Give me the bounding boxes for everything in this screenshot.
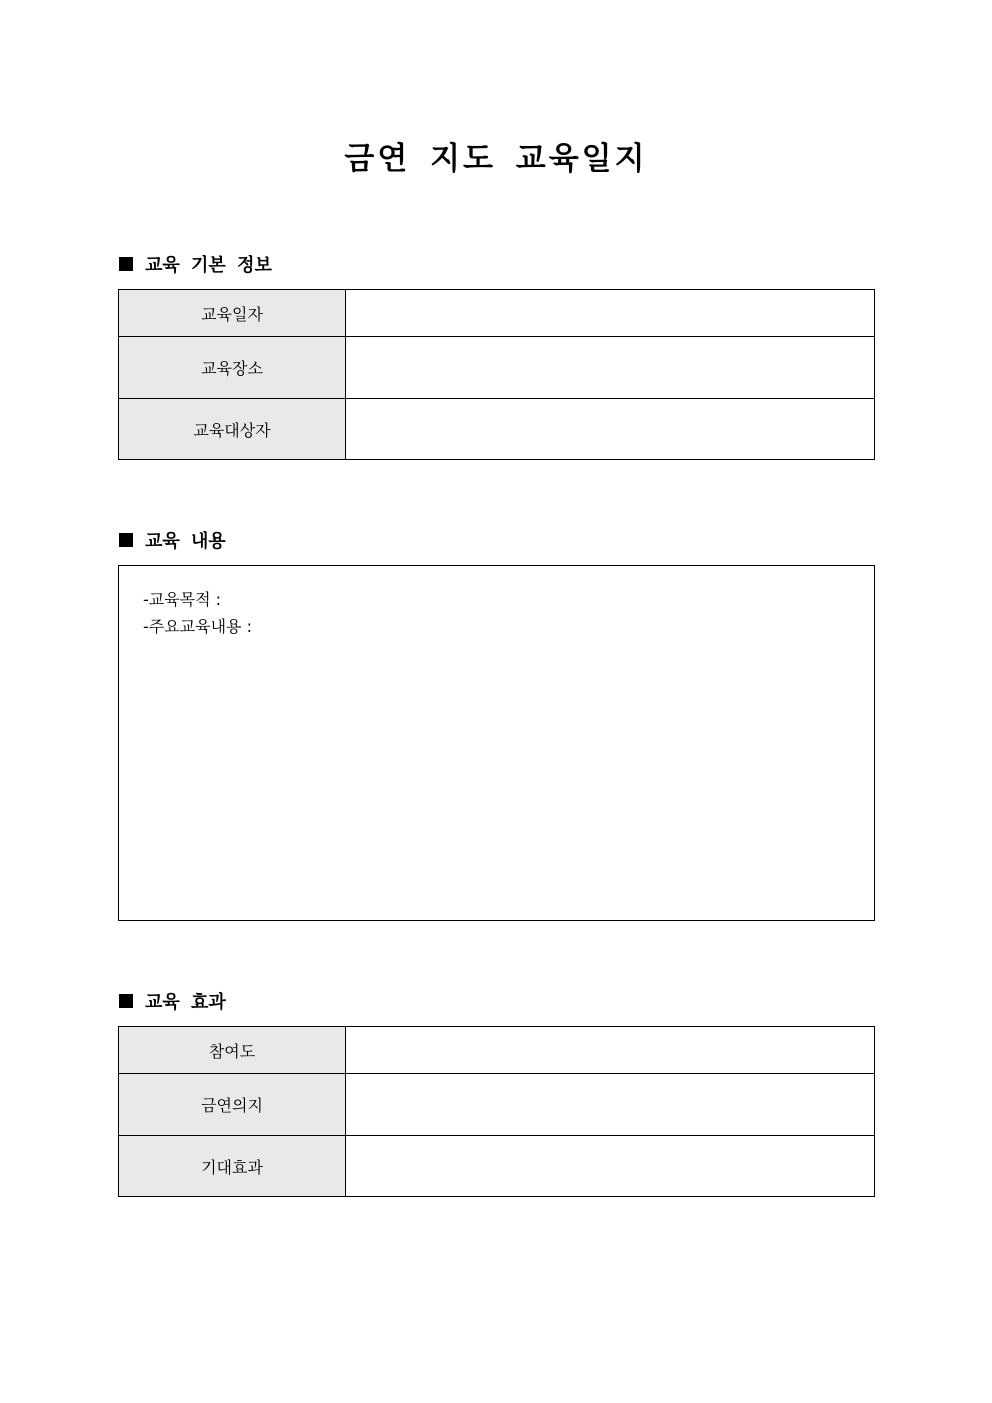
row-label-date: 교육일자 bbox=[119, 290, 346, 337]
section-heading-content bbox=[119, 528, 226, 552]
content-box[interactable] bbox=[118, 565, 875, 921]
table-row bbox=[119, 1074, 875, 1136]
section-heading-effect-label: 교육 효과 bbox=[145, 992, 226, 1013]
square-bullet-icon bbox=[119, 533, 133, 547]
section-heading-basic-label: 교육 기본 정보 bbox=[145, 255, 272, 276]
row-label-participation: 참여도 bbox=[119, 1027, 346, 1074]
content-line-purpose: -교육목적 : bbox=[143, 590, 222, 609]
table-row bbox=[119, 337, 875, 399]
square-bullet-icon bbox=[119, 257, 133, 271]
row-value-will[interactable] bbox=[346, 1074, 875, 1136]
table-row bbox=[119, 290, 875, 337]
effect-table bbox=[118, 1026, 875, 1197]
square-bullet-icon bbox=[119, 994, 133, 1008]
row-value-date[interactable] bbox=[346, 290, 875, 337]
row-value-place[interactable] bbox=[346, 337, 875, 399]
section-heading-basic bbox=[119, 252, 272, 276]
row-value-participation[interactable] bbox=[346, 1027, 875, 1074]
row-value-target[interactable] bbox=[346, 399, 875, 460]
row-label-target: 교육대상자 bbox=[119, 399, 346, 460]
section-heading-effect bbox=[119, 989, 226, 1013]
row-label-will: 금연의지 bbox=[119, 1074, 346, 1136]
basic-info-table bbox=[118, 289, 875, 460]
table-row bbox=[119, 1136, 875, 1197]
table-row bbox=[119, 399, 875, 460]
content-line-main: -주요교육내용 : bbox=[143, 617, 252, 636]
table-row bbox=[119, 1027, 875, 1074]
row-label-expected: 기대효과 bbox=[119, 1136, 346, 1197]
document-title: 금연 지도 교육일지 bbox=[344, 141, 648, 177]
section-heading-content-label: 교육 내용 bbox=[145, 531, 226, 552]
row-value-expected[interactable] bbox=[346, 1136, 875, 1197]
row-label-place: 교육장소 bbox=[119, 337, 346, 399]
